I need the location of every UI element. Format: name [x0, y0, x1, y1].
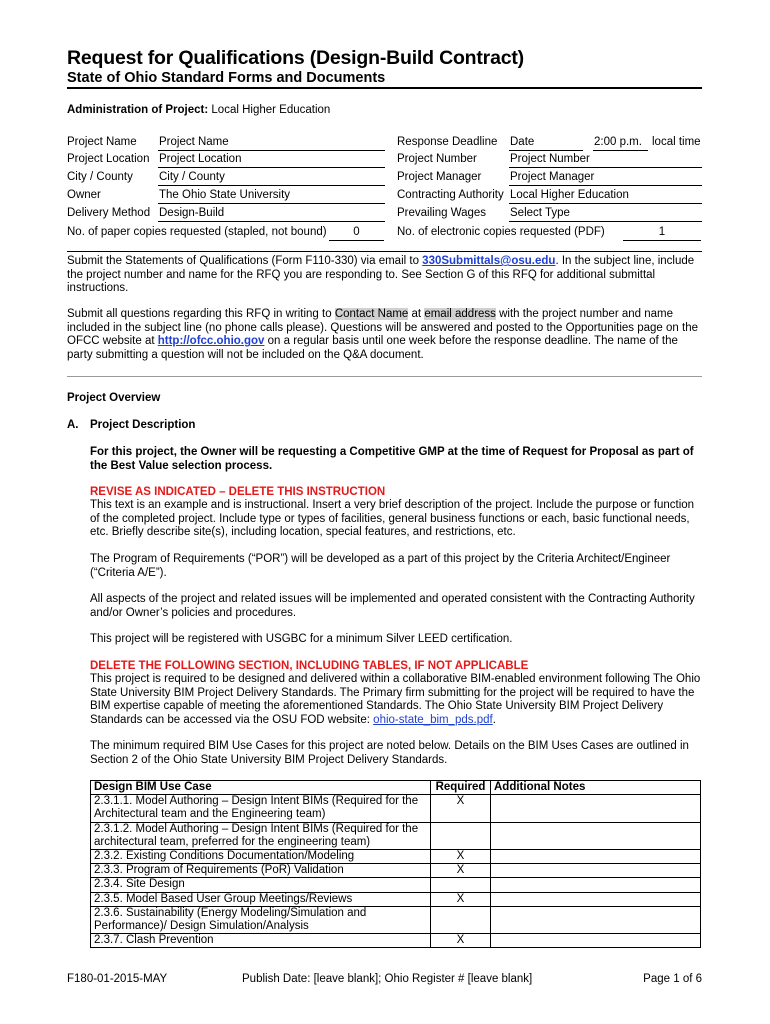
use-case-cell: 2.3.2. Existing Conditions Documentation/Modeling — [91, 850, 431, 864]
use-case-header: Design BIM Use Case — [91, 781, 431, 795]
required-cell[interactable]: X — [431, 934, 491, 948]
fields-divider — [67, 251, 702, 252]
required-cell[interactable]: X — [431, 864, 491, 878]
notes-cell[interactable] — [491, 822, 701, 849]
owner-label: Owner — [67, 189, 101, 201]
notes-cell[interactable] — [491, 878, 701, 892]
policies-paragraph: All aspects of the project and related issues will be implemented and operated consistent with the Contracting Authority and/or Owner’s policies and procedures. — [90, 593, 695, 619]
submission-paragraph: Submit the Statements of Qualifications (Form F110-330) via email to 330Submittals@osu.edu. In the subject line, include the project number and name for the RFQ you are responding to. See Section G of this RFQ for additional submittal instructions. — [67, 255, 695, 295]
contact-name-field[interactable]: Contact Name — [334, 308, 409, 320]
notes-cell[interactable] — [491, 850, 701, 864]
ofcc-website-link[interactable]: http://ofcc.ohio.gov — [157, 335, 265, 348]
table-row — [91, 892, 701, 906]
document-page — [67, 0, 702, 1024]
delete-section-instruction: DELETE THE FOLLOWING SECTION, INCLUDING TABLES, IF NOT APPLICABLE — [90, 660, 529, 672]
required-cell[interactable] — [431, 906, 491, 933]
prevailing-wages-label: Prevailing Wages — [397, 207, 487, 219]
required-cell[interactable]: X — [431, 892, 491, 906]
use-case-cell: 2.3.1.2. Model Authoring – Design Intent BIMs (Required for the architectural team, preferred for the engineering team) — [91, 822, 431, 849]
project-location-label: Project Location — [67, 153, 150, 165]
table-row — [91, 850, 701, 864]
use-case-cell: 2.3.1.1. Model Authoring – Design Intent BIMs (Required for the Architectural team and the Engineering team) — [91, 795, 431, 822]
use-case-cell: 2.3.7. Clash Prevention — [91, 934, 431, 948]
notes-cell[interactable] — [491, 892, 701, 906]
bim-use-case-table — [90, 780, 701, 948]
gmp-note: For this project, the Owner will be requesting a Competitive GMP at the time of Request for Proposal as part of the Best Value selection process. — [90, 446, 694, 472]
contact-email-field[interactable]: email address — [424, 308, 496, 320]
required-cell[interactable] — [431, 878, 491, 892]
table-header-row — [91, 781, 701, 795]
title-divider — [67, 87, 702, 89]
use-case-cell: 2.3.5. Model Based User Group Meetings/Reviews — [91, 892, 431, 906]
section-divider — [67, 376, 702, 377]
project-manager-field[interactable]: Project Manager — [509, 171, 702, 186]
project-name-label: Project Name — [67, 136, 137, 148]
questions-paragraph: Submit all questions regarding this RFQ in writing to Contact Name at email address with the project number and name included in the subject line (no phone calls please). Questions will be answered and posted to the Opportunities page on the OFCC website at http://ofcc.ohio.gov on a regular basis until one week before the response deadline. The name of the party submitting a question will not be included on the Q&A document. — [67, 308, 698, 361]
field-row-6 — [67, 226, 702, 240]
paper-copies-field[interactable]: 0 — [329, 226, 384, 241]
response-time-field[interactable]: 2:00 p.m. — [593, 136, 648, 151]
administration-label: Administration of Project: — [67, 104, 209, 116]
leed-paragraph: This project will be registered with USGBC for a minimum Silver LEED certification. — [90, 633, 513, 645]
notes-cell[interactable] — [491, 934, 701, 948]
project-number-label: Project Number — [397, 153, 477, 165]
required-header: Required — [431, 781, 491, 795]
table-row — [91, 934, 701, 948]
response-date-field[interactable]: Date — [509, 136, 583, 151]
field-row-5 — [67, 207, 702, 221]
required-cell[interactable]: X — [431, 795, 491, 822]
notes-header: Additional Notes — [491, 781, 701, 795]
electronic-copies-label: No. of electronic copies requested (PDF) — [397, 226, 605, 238]
por-paragraph: The Program of Requirements (“POR”) will be developed as a part of this project by the Criteria Architect/Engineer (“Criteria A/E”). — [90, 553, 671, 579]
city-county-field[interactable]: City / County — [158, 171, 385, 186]
contracting-authority-label: Contracting Authority — [397, 189, 504, 201]
field-row-2 — [67, 153, 702, 167]
required-cell[interactable]: X — [431, 850, 491, 864]
required-cell[interactable] — [431, 822, 491, 849]
bim-standards-link[interactable]: ohio-state_bim_pds.pdf — [373, 713, 493, 726]
project-description-text: This text is an example and is instructional. Insert a very brief description of the project. Include the purpose or function of the completed project. Include type or types of facilities, general business functions or each, basic functional needs, etc. Briefly describe site(s), including location, special features, and restrictions, etc. — [90, 499, 695, 539]
project-overview-heading: Project Overview — [67, 392, 161, 404]
field-row-3 — [67, 171, 702, 185]
table-row — [91, 795, 701, 822]
prevailing-wages-select[interactable]: Select Type — [509, 207, 702, 222]
field-row-1 — [67, 136, 702, 150]
delivery-method-field[interactable]: Design-Build — [158, 207, 385, 222]
document-subtitle: State of Ohio Standard Forms and Documents — [67, 70, 386, 86]
bim-use-cases-paragraph: The minimum required BIM Use Cases for this project are noted below. Details on the BIM Uses Cases are outlined in Section 2 of the Ohio State University BIM Project Delivery Standards. — [90, 740, 689, 766]
section-a-heading: A. Project Description — [67, 419, 196, 431]
use-case-cell: 2.3.6. Sustainability (Energy Modeling/Simulation and Performance)/ Design Simulation/Analysis — [91, 906, 431, 933]
project-location-field[interactable]: Project Location — [158, 153, 385, 168]
city-county-label: City / County — [67, 171, 133, 183]
notes-cell[interactable] — [491, 864, 701, 878]
project-manager-label: Project Manager — [397, 171, 482, 183]
notes-cell[interactable] — [491, 795, 701, 822]
notes-cell[interactable] — [491, 906, 701, 933]
project-name-field[interactable]: Project Name — [158, 136, 385, 151]
paper-copies-label: No. of paper copies requested (stapled, not bound) — [67, 226, 327, 238]
table-row — [91, 864, 701, 878]
project-number-field[interactable]: Project Number — [509, 153, 702, 168]
contracting-authority-field[interactable]: Local Higher Education — [509, 189, 702, 204]
table-row — [91, 906, 701, 933]
administration-value[interactable]: Local Higher Education — [211, 104, 331, 116]
table-row — [91, 822, 701, 849]
submittal-email-link[interactable]: 330Submittals@osu.edu — [422, 255, 556, 267]
field-row-4 — [67, 189, 702, 203]
owner-field[interactable]: The Ohio State University — [158, 189, 385, 204]
administration-line — [67, 104, 330, 118]
delivery-method-label: Delivery Method — [67, 207, 151, 219]
document-title: Request for Qualifications (Design-Build Contract) — [67, 47, 524, 69]
electronic-copies-field[interactable]: 1 — [623, 226, 701, 241]
table-row — [91, 878, 701, 892]
page-number: Page 1 of 6 — [643, 973, 702, 985]
publish-info: Publish Date: [leave blank]; Ohio Register # [leave blank] — [242, 973, 533, 985]
local-time-label: local time — [652, 136, 701, 148]
use-case-cell: 2.3.3. Program of Requirements (PoR) Validation — [91, 864, 431, 878]
page-footer — [67, 973, 702, 987]
revise-instruction: REVISE AS INDICATED – DELETE THIS INSTRUCTION — [90, 486, 386, 498]
form-id: F180-01-2015-MAY — [67, 973, 168, 985]
bim-paragraph: This project is required to be designed and delivered within a collaborative BIM-enabled environment following The Ohio State University BIM Project Delivery Standards. The Primary firm submitting for the project will be required to have the BIM expertise capable of meeting the aforementioned Standards. The Ohio State University BIM Project Delivery Standards can be accessed via the OSU FOD website: ohio-state_bim_pds.pdf. — [90, 673, 701, 726]
response-deadline-label: Response Deadline — [397, 136, 498, 148]
use-case-cell: 2.3.4. Site Design — [91, 878, 431, 892]
